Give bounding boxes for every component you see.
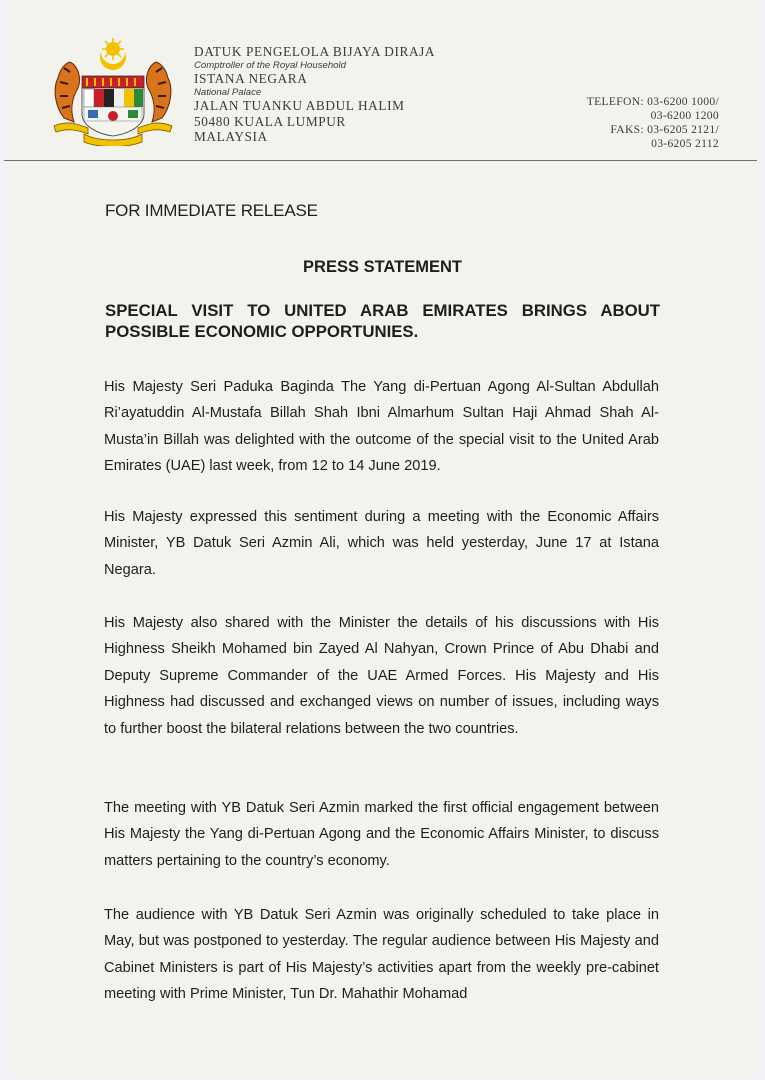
palace-name-malay: ISTANA NEGARA — [194, 71, 308, 86]
address-line-1: JALAN TUANKU ABDUL HALIM — [194, 98, 405, 113]
letterhead — [0, 0, 765, 165]
palace-name-english: National Palace — [194, 86, 262, 98]
address-line-3: MALAYSIA — [194, 129, 268, 144]
paragraph-3: His Majesty also shared with the Minister the details of his discussions with His Highness Sheikh Mohamed bin Zayed Al Nahyan, Crown Prince of Abu Dhabi and Deputy Supreme Commander of the UAE Armed Forces. His Majesty and His Highness had discussed and exchanged views on number of issues, including ways to further boost the bilateral relations between the two countries. — [104, 615, 659, 737]
telefon-row-1 — [587, 95, 719, 109]
office-name-english: Comptroller of the Royal Household — [194, 59, 346, 71]
faks-label: FAKS: — [610, 123, 644, 136]
paragraph-4: The meeting with YB Datuk Seri Azmin marked the first official engagement between His Majesty the Yang di-Pertuan Agong and the Economic Affairs Minister, to discuss matters pertaining to the country’s economy. — [104, 800, 659, 869]
coat-of-arms-icon — [48, 38, 178, 146]
document-title: PRESS STATEMENT — [303, 258, 462, 276]
office-name-malay: DATUK PENGELOLA BIJAYA DIRAJA — [194, 44, 436, 59]
letterhead-address — [194, 44, 435, 145]
letterhead-contact — [587, 95, 719, 151]
paragraph-5: The audience with YB Datuk Seri Azmin was originally scheduled to take place in May, but was postponed to yesterday. The regular audience between His Majesty and Cabinet Ministers is part of His Majesty’s activities apart from the weekly pre-cabinet meeting with Prime Minister, Tun Dr. Mahathir Mohamad — [104, 907, 659, 1003]
headline: SPECIAL VISIT TO UNITED ARAB EMIRATES BRINGS ABOUT POSSIBLE ECONOMIC OPPORTUNIES. — [105, 301, 660, 341]
release-tag: FOR IMMEDIATE RELEASE — [105, 201, 318, 220]
address-line-2: 50480 KUALA LUMPUR — [194, 113, 346, 129]
paragraph-1: His Majesty Seri Paduka Baginda The Yang di-Pertuan Agong Al-Sultan Abdullah Ri’ayatuddin Al-Mustafa Billah Shah Ibni Almarhum Sultan Haji Ahmad Shah Al-Musta’in Billah was delighted with the outcome of the special visit to the United Arab Emirates (UAE) last week, from 12 to 14 June 2019. — [104, 379, 659, 475]
letterhead-divider — [4, 160, 757, 161]
faks-number-2: 03-6205 2112 — [651, 137, 719, 150]
telefon-number-2: 03-6200 1200 — [650, 109, 719, 122]
telefon-label: TELEFON: — [586, 95, 644, 108]
faks-row-1 — [587, 123, 719, 137]
telefon-number-1: 03-6200 1000/ — [647, 95, 719, 108]
faks-number-1: 03-6205 2121/ — [647, 123, 719, 136]
paragraph-2: His Majesty expressed this sentiment during a meeting with the Economic Affairs Minister, YB Datuk Seri Azmin Ali, which was held yesterday, June 17 at Istana Negara. — [104, 509, 659, 578]
